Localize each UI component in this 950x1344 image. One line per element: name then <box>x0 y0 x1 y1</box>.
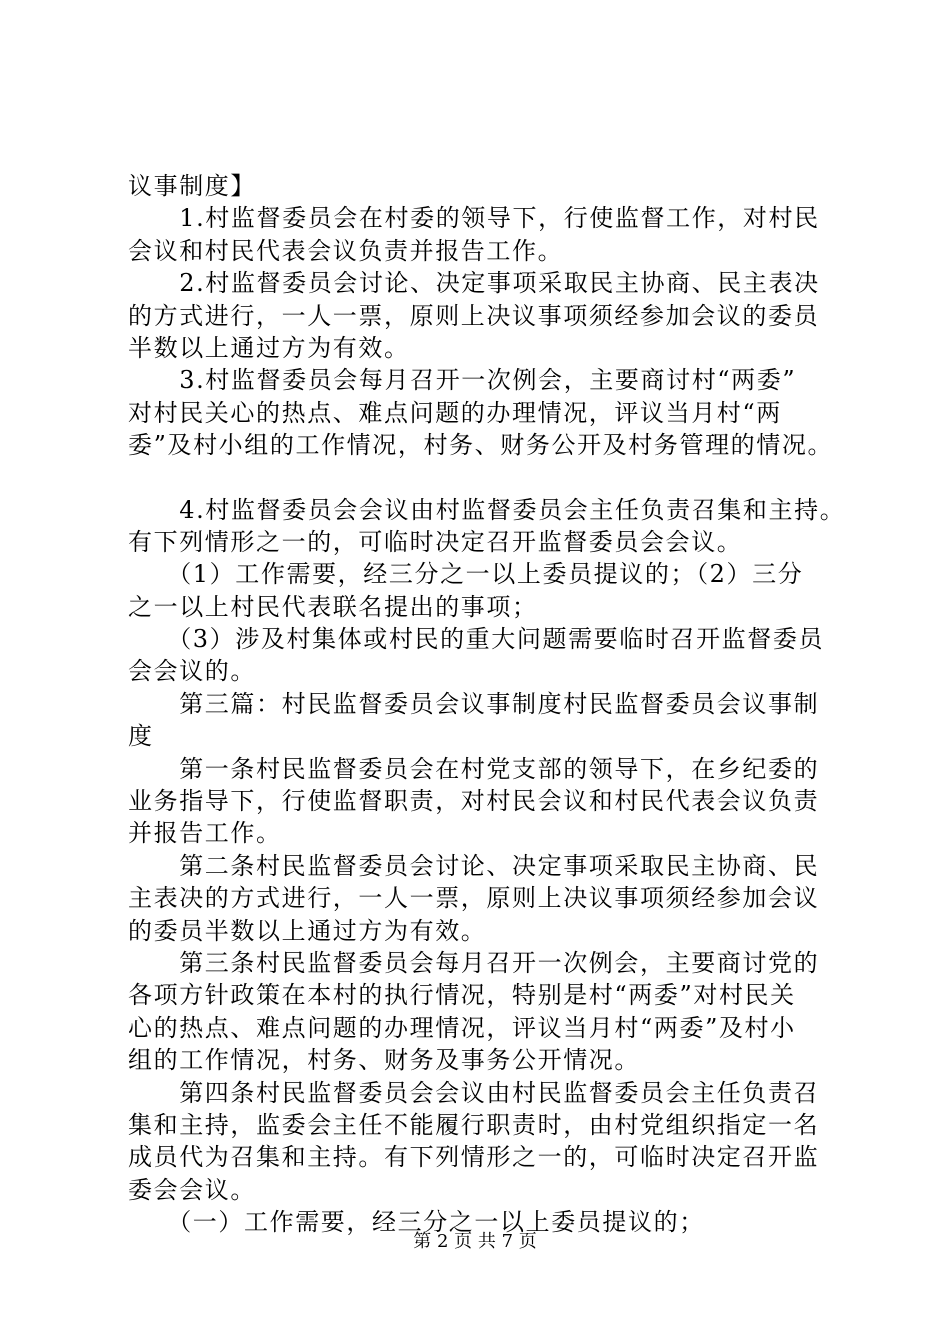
text-line: 第四条村民监督委员会会议由村民监督委员会主任负责召 <box>128 1078 820 1107</box>
text-line: 第二条村民监督委员会讨论、决定事项采取民主协商、民 <box>128 851 820 880</box>
text-line: （一）工作需要，经三分之一以上委员提议的； <box>128 1208 705 1237</box>
page-footer <box>0 1230 950 1254</box>
text-line: 度 <box>128 722 154 751</box>
text-line: 1.村监督委员会在村委的领导下，行使监督工作，对村民 <box>128 204 820 233</box>
text-line: 的方式进行，一人一票，原则上决议事项须经参加会议的委员 <box>128 301 820 330</box>
text-line: 各项方针政策在本村的执行情况，特别是村“两委”对村民关 <box>128 981 796 1010</box>
text-line: 有下列情形之一的，可临时决定召开监督委员会会议。 <box>128 527 743 556</box>
text-line: 的委员半数以上通过方为有效。 <box>128 916 487 945</box>
text-line: 心的热点、难点问题的办理情况，评议当月村“两委”及村小 <box>128 1013 796 1042</box>
text-line: 组的工作情况，村务、财务及事务公开情况。 <box>128 1046 640 1075</box>
text-line: 第三条村民监督委员会每月召开一次例会，主要商讨党的 <box>128 948 820 977</box>
text-line: 主表决的方式进行，一人一票，原则上决议事项须经参加会议 <box>128 884 820 913</box>
text-line: 议事制度】 <box>128 172 256 200</box>
text-line: 成员代为召集和主持。有下列情形之一的，可临时决定召开监 <box>128 1143 820 1172</box>
text-line: 3.村监督委员会每月召开一次例会，主要商讨村“两委” <box>128 366 797 395</box>
page-number: 第 2 页 共 7 页 <box>413 1231 537 1252</box>
text-line: 委”及村小组的工作情况，村务、财务公开及村务管理的情况。 <box>128 431 834 460</box>
text-line: （1）工作需要，经三分之一以上委员提议的；（2）三分 <box>128 560 804 589</box>
text-line: 集和主持，监委会主任不能履行职责时，由村党组织指定一名 <box>128 1110 820 1139</box>
paragraph-gap <box>128 462 836 494</box>
text-line: （3）涉及村集体或村民的重大问题需要临时召开监督委员 <box>128 625 825 654</box>
text-line: 委会会议。 <box>128 1175 256 1204</box>
text-line: 业务指导下，行使监督职责，对村民会议和村民代表会议负责 <box>128 787 820 816</box>
text-line: 第一条村民监督委员会在村党支部的领导下，在乡纪委的 <box>128 754 820 783</box>
text-line: 会议和村民代表会议负责并报告工作。 <box>128 236 564 265</box>
text-line: 4.村监督委员会会议由村监督委员会主任负责召集和主持。 <box>128 495 846 524</box>
text-line: 会会议的。 <box>128 657 256 686</box>
text-line: 第三篇：村民监督委员会议事制度村民监督委员会议事制 <box>128 689 820 718</box>
text-line: 对村民关心的热点、难点问题的办理情况，评议当月村“两 <box>128 398 782 427</box>
text-line: 之一以上村民代表联名提出的事项； <box>128 592 538 621</box>
text-line: 2.村监督委员会讨论、决定事项采取民主协商、民主表决 <box>128 269 820 298</box>
document-body <box>128 170 846 1239</box>
text-line: 并报告工作。 <box>128 819 282 848</box>
text-line: 半数以上通过方为有效。 <box>128 333 410 362</box>
